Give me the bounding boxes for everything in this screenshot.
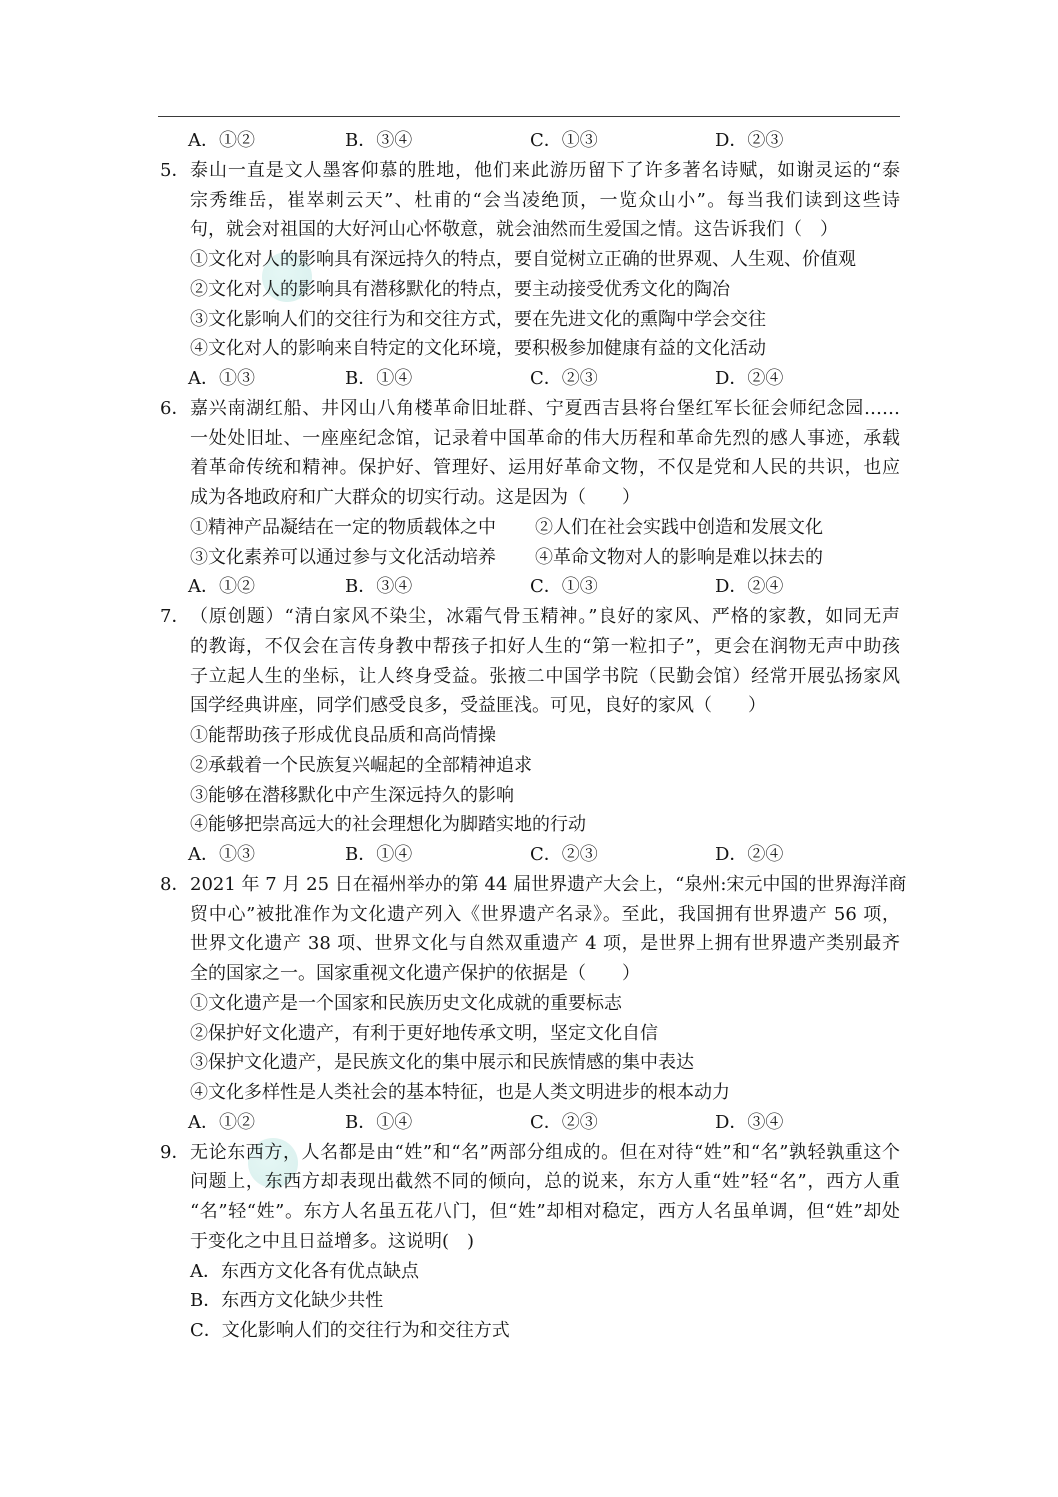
question-text: 嘉兴南湖红船、井冈山八角楼革命旧址群、宁夏西吉县将台堡红军长征会师纪念园…… bbox=[190, 397, 900, 419]
option-d: D．②④ bbox=[715, 844, 784, 865]
option-b: B．东西方文化缺少共性 bbox=[190, 1290, 384, 1312]
question-line bbox=[160, 394, 901, 424]
question-line bbox=[160, 959, 901, 989]
option-b: B．①④ bbox=[345, 368, 413, 389]
statement: ④文化对人的影响来自特定的文化环境，要积极参加健康有益的文化活动 bbox=[190, 338, 766, 360]
option-a: A．东西方文化各有优点缺点 bbox=[190, 1260, 419, 1282]
statement-line bbox=[160, 513, 901, 543]
option-b: B．③④ bbox=[345, 576, 413, 598]
option-c: C．①③ bbox=[530, 576, 598, 598]
question-number: 6． bbox=[160, 397, 190, 419]
statement-line bbox=[160, 543, 901, 573]
options-row bbox=[160, 1108, 901, 1138]
question-line bbox=[160, 1227, 901, 1257]
question-line bbox=[160, 1138, 901, 1168]
question-text: 的教诲，不仅会在言传身教中帮孩子扣好人生的“第一粒扣子”，更会在润物无声中助孩 bbox=[190, 635, 900, 657]
question-text: 无论东西方，人名都是由“姓”和“名”两部分组成的。但在对待“姓”和“名”孰轻孰重这个 bbox=[190, 1141, 900, 1163]
statement: ③文化素养可以通过参与文化活动培养 bbox=[190, 546, 496, 568]
question-text: 2021 年 7 月 25 日在福州举办的第 44 届世界遗产大会上，“泉州:宋元中国的世界海洋商 bbox=[190, 873, 907, 895]
question-line bbox=[160, 156, 901, 186]
question-text: （原创题）“清白家风不染尘，冰霜气骨玉精神。”良好的家风、严格的家教，如同无声 bbox=[190, 606, 900, 627]
option-a: A．①③ bbox=[188, 368, 255, 389]
options-row bbox=[160, 364, 901, 394]
statement: ①精神产品凝结在一定的物质载体之中 bbox=[190, 516, 496, 538]
option-a: A．①② bbox=[188, 1111, 255, 1133]
option-b: B．③④ bbox=[345, 130, 413, 151]
question-line bbox=[160, 900, 901, 930]
option-c: C．①③ bbox=[530, 130, 598, 151]
question-number: 5． bbox=[160, 159, 190, 181]
header-rule bbox=[158, 116, 900, 117]
options-row bbox=[160, 840, 901, 870]
question-number: 9． bbox=[160, 1141, 190, 1163]
question-line bbox=[160, 602, 901, 632]
question-line bbox=[160, 1167, 901, 1197]
option-a: A．①② bbox=[188, 576, 255, 598]
statement-line bbox=[160, 334, 901, 364]
option-d: D．②③ bbox=[715, 130, 784, 151]
statement-line bbox=[160, 810, 901, 840]
option-c: C．②③ bbox=[530, 1111, 598, 1133]
statement: ①能帮助孩子形成优良品质和高尚情操 bbox=[190, 725, 496, 746]
option-c: C．②③ bbox=[530, 844, 598, 865]
question-number: 8． bbox=[160, 873, 190, 895]
statement-line bbox=[160, 989, 901, 1019]
exam-page-content bbox=[160, 126, 907, 1346]
question-line bbox=[160, 215, 901, 245]
options-row bbox=[160, 126, 901, 156]
option-b: B．①④ bbox=[345, 1111, 413, 1133]
question-text: 贸中心”被批准作为文化遗产列入《世界遗产名录》。至此，我国拥有世界遗产 56 项， bbox=[190, 903, 900, 925]
question-line bbox=[160, 662, 901, 692]
statement: ③能够在潜移默化中产生深远持久的影响 bbox=[190, 784, 514, 806]
option-a: A．①② bbox=[188, 130, 255, 151]
statement: ②人们在社会实践中创造和发展文化 bbox=[535, 516, 823, 538]
question-line bbox=[160, 424, 901, 454]
option-line bbox=[160, 1316, 901, 1346]
question-text: 泰山一直是文人墨客仰慕的胜地，他们来此游历留下了许多著名诗赋，如谢灵运的“泰 bbox=[190, 159, 900, 181]
option-line bbox=[160, 1286, 901, 1316]
option-b: B．①④ bbox=[345, 844, 413, 865]
statement-line bbox=[160, 1078, 901, 1108]
statement-line bbox=[160, 275, 901, 305]
option-d: D．②④ bbox=[715, 576, 784, 598]
question-text: “名”轻“姓”。东方人名虽五花八门，但“姓”却相对稳定，西方人名虽单调，但“姓”却处 bbox=[190, 1201, 900, 1222]
question-line bbox=[160, 870, 907, 900]
options-row bbox=[160, 572, 901, 602]
statement: ②保护好文化遗产，有利于更好地传承文明，坚定文化自信 bbox=[190, 1022, 658, 1044]
statement: ③保护文化遗产，是民族文化的集中展示和民族情感的集中表达 bbox=[190, 1052, 694, 1074]
statement-line bbox=[160, 1048, 901, 1078]
question-text: 于变化之中且日益增多。这说明( ) bbox=[190, 1230, 475, 1252]
question-text: 句，就会对祖国的大好河山心怀敬意，就会油然而生爱国之情。这告诉我们（ ） bbox=[190, 219, 838, 241]
statement-line bbox=[160, 721, 901, 751]
option-d: D．②④ bbox=[715, 368, 784, 389]
question-text: 问题上，东西方却表现出截然不同的倾向，总的说来，东方人重“姓”轻“名”，西方人重 bbox=[190, 1171, 900, 1193]
question-text: 宗秀维岳，崔崒刺云天”、杜甫的“会当凌绝顶，一览众山小”。每当我们读到这些诗 bbox=[190, 189, 900, 211]
option-c: C．②③ bbox=[530, 368, 598, 389]
statement-line bbox=[160, 305, 901, 335]
question-line bbox=[160, 483, 901, 513]
statement: ②文化对人的影响具有潜移默化的特点，要主动接受优秀文化的陶冶 bbox=[190, 278, 730, 300]
statement: ④能够把崇高远大的社会理想化为脚踏实地的行动 bbox=[190, 814, 586, 836]
question-line bbox=[160, 632, 901, 662]
option-c: C．文化影响人们的交往行为和交往方式 bbox=[190, 1320, 510, 1341]
statement: ②承载着一个民族复兴崛起的全部精神追求 bbox=[190, 754, 532, 776]
statement-line bbox=[160, 245, 901, 275]
question-line bbox=[160, 186, 901, 216]
question-text: 国学经典讲座，同学们感受良多，受益匪浅。可见，良好的家风（ ） bbox=[190, 695, 766, 717]
option-a: A．①③ bbox=[188, 844, 255, 865]
question-text: 世界文化遗产 38 项、世界文化与自然双重遗产 4 项，是世界上拥有世界遗产类别最齐 bbox=[190, 933, 900, 955]
question-line bbox=[160, 453, 901, 483]
option-line bbox=[160, 1257, 901, 1287]
statement: ①文化遗产是一个国家和民族历史文化成就的重要标志 bbox=[190, 992, 622, 1014]
statement-line bbox=[160, 751, 901, 781]
statement: ③文化影响人们的交往行为和交往方式，要在先进文化的熏陶中学会交往 bbox=[190, 308, 766, 330]
statement-line bbox=[160, 1019, 901, 1049]
question-number: 7． bbox=[160, 606, 190, 627]
question-text: 子立起人生的坐标，让人终身受益。张掖二中国学书院（民勤会馆）经常开展弘扬家风 bbox=[190, 665, 900, 687]
question-line bbox=[160, 1197, 901, 1227]
question-text: 一处处旧址、一座座纪念馆，记录着中国革命的伟大历程和革命先烈的感人事迹，承载 bbox=[190, 427, 900, 449]
statement: ④文化多样性是人类社会的基本特征，也是人类文明进步的根本动力 bbox=[190, 1082, 730, 1103]
statement-line bbox=[160, 781, 901, 811]
question-text: 成为各地政府和广大群众的切实行动。这是因为（ ） bbox=[190, 487, 640, 508]
statement: ④革命文物对人的影响是难以抹去的 bbox=[535, 546, 823, 568]
question-line bbox=[160, 691, 901, 721]
question-line bbox=[160, 929, 901, 959]
question-text: 全的国家之一。国家重视文化遗产保护的依据是（ ） bbox=[190, 963, 640, 984]
statement: ①文化对人的影响具有深远持久的特点，要自觉树立正确的世界观、人生观、价值观 bbox=[190, 249, 856, 270]
question-text: 着革命传统和精神。保护好、管理好、运用好革命文物，不仅是党和人民的共识，也应 bbox=[190, 457, 900, 479]
option-d: D．③④ bbox=[715, 1111, 784, 1133]
